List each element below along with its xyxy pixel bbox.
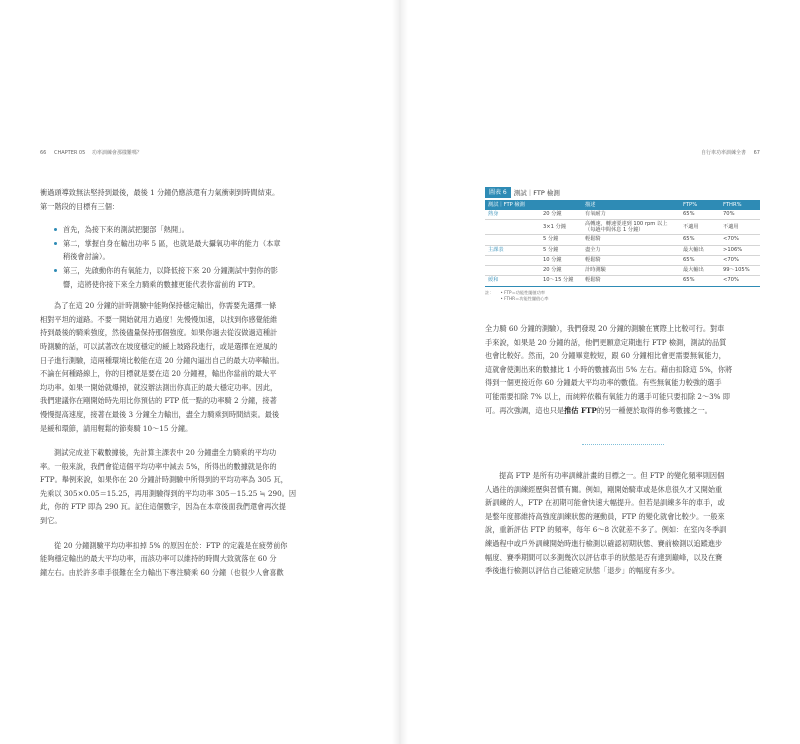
table-cell: 輕鬆騎 xyxy=(582,235,680,245)
left-paragraph-2 xyxy=(40,446,362,528)
table-row xyxy=(485,276,760,286)
table-cell: 99～105% xyxy=(720,266,760,276)
text-line: 均功率。如果一開始就爆掉，就沒辦法測出你真正的最大穩定功率。因此， xyxy=(40,382,278,392)
left-paragraph-1 xyxy=(40,299,362,435)
text-line: 我們建議你在剛開始時先用比你預估的 FTP 低一點的功率騎 2 分鐘，接著 xyxy=(40,396,277,406)
table-cell: 5 分鐘 xyxy=(540,245,582,255)
text-line: 得到一個更接近你 60 分鐘最大平均功率的數值。有些無氧能力較強的選手 xyxy=(485,378,722,388)
table-row-category xyxy=(485,235,540,245)
text-line: 慢慢提高速度，接著在最後 3 分鐘全力輸出，盡全力騎乘到時間結束。最後 xyxy=(40,409,280,419)
goal-bullet-item xyxy=(54,223,362,237)
left-paragraph-3 xyxy=(40,539,362,580)
text-line: 也會比較好。然而，20 分鐘畢竟較短，跟 60 分鐘相比會更需要無氧能力， xyxy=(485,351,726,361)
table-cell: 計時測驗 xyxy=(582,266,680,276)
text-line: 不論在何種路線上，你的目標就是要在這 20 分鐘裡，輸出你當前的最大平 xyxy=(40,369,277,379)
table-cell: 輕鬆騎 xyxy=(582,255,680,265)
table-cell: 有氧耐力 xyxy=(582,210,680,220)
text-line: 新訓練的人，FTP 在初期可能會快速大幅提升。但若是訓練多年的車手，或 xyxy=(485,498,725,508)
table-row-category: 熱身 xyxy=(485,210,540,220)
table-note: • FTHR＝功能性閾值心率 xyxy=(500,295,549,301)
text-line: 全力騎 60 分鐘的測驗），我們發現 20 分鐘的測驗在實際上比較可行。對車 xyxy=(485,324,725,333)
text-line: 第三，先啟動你的有氧能力，以降低接下來 20 分鐘測試中對你的影 xyxy=(63,265,278,275)
book-spine-shadow xyxy=(392,0,408,744)
goal-bullet-item xyxy=(54,237,362,264)
text-line: 為了在這 20 分鐘的計時測驗中能夠保持穩定輸出，你需要先選擇一條 xyxy=(54,301,277,311)
table-cell: >106% xyxy=(720,245,760,255)
text-line: 相對平坦的道路。不要一開始就用力過度！先慢慢加速，以找到你感覺能維 xyxy=(40,314,278,324)
table-caption: 測試｜FTP 檢測 xyxy=(513,189,560,197)
text-line: 是整年度都維持高強度訓練狀態的運動員，FTP 的變化就會比較少。一般來 xyxy=(485,511,725,521)
text-line: 人過往的訓練經歷與習慣有關。例如，剛開始騎車或是休息很久才又開始重 xyxy=(485,484,723,494)
table-cell: 65% xyxy=(680,210,720,220)
table-header-cell: FTHR% xyxy=(720,200,760,210)
text-line: 首先，為接下來的測試把腿部「熱開」。 xyxy=(63,225,189,235)
text-line: 測試完成並下載數據後，先計算主課表中 20 分鐘盡全力騎乘的平均功 xyxy=(54,448,277,458)
text-line: 提高 FTP 是所有功率訓練計畫的目標之一。但 FTP 的變化頻率則因個 xyxy=(499,471,725,480)
text-line: 此，你的 FTP 即為 290 瓦。記住這個數字，因為在本章後面我們還會再次提 xyxy=(40,502,286,512)
goal-bullet-list xyxy=(54,223,362,291)
table-cell: 65% xyxy=(680,276,720,286)
text-line: 到它。 xyxy=(40,516,62,526)
table-cell: 最大輸出 xyxy=(680,266,720,276)
text-line: 第二，掌握自身在輸出功率 5 區，也就是最大攝氧功率的能力（本章 xyxy=(63,238,281,248)
table-cell: 70% xyxy=(720,210,760,220)
text-line: 響，這將使你接下來全力騎乘的數據更能代表你當前的 FTP。 xyxy=(63,279,260,289)
left-running-header xyxy=(40,149,142,156)
table-row xyxy=(485,255,760,265)
table-cell: 不適用 xyxy=(680,220,720,235)
table-cell: <70% xyxy=(720,235,760,245)
table-header-cell: 測試｜FTP 檢測 xyxy=(485,200,540,210)
table-cell: 20 分鐘 xyxy=(540,266,582,276)
text-line: 時測驗的話，可以試著改在坡度穩定的緩上坡路段進行，或是選擇在逆風的 xyxy=(40,341,278,351)
left-intro xyxy=(40,186,362,213)
text-line: 從 20 分鐘測驗平均功率扣掉 5% 的原因在於：FTP 的定義是在疲勞前你 xyxy=(54,540,288,550)
ftp-test-table xyxy=(485,187,760,302)
text-line: 第一階段的目標有三個： xyxy=(40,201,120,211)
table-cell: 最大輸出 xyxy=(680,245,720,255)
table-cell: 65% xyxy=(680,255,720,265)
notes-list xyxy=(500,290,548,302)
table-header-row xyxy=(485,200,760,210)
notes-label: 註： xyxy=(485,289,494,295)
table-row-category xyxy=(485,266,540,276)
table-header-cell: FTP% xyxy=(680,200,720,210)
table-cell: 10～15 分鐘 xyxy=(540,276,582,286)
section-divider xyxy=(582,444,664,445)
right-running-header xyxy=(701,149,760,156)
text-line: 是緩和環節，請用輕鬆的節奏騎 10～15 分鐘。 xyxy=(40,423,193,433)
table-row xyxy=(485,210,760,220)
text-line: 練過程中或戶外訓練開始時進行檢測以確認初期狀態、賽前檢測以追蹤進步 xyxy=(485,538,723,548)
table-cell: <70% xyxy=(720,276,760,286)
table-row xyxy=(485,245,760,255)
table-cell: 10 分鐘 xyxy=(540,255,582,265)
text-line: 季後進行檢測以評估自己能確定狀態「退步」的幅度有多少。 xyxy=(485,566,680,576)
table-notes xyxy=(485,290,760,302)
table-row xyxy=(485,235,760,245)
table-cell: 高轉速，轉速要達到 100 rpm 以上（每趟中間休息 1 分鐘） xyxy=(582,220,680,235)
text-line: 幅度、賽季期間可以多測幾次以評估車手的狀態是否有達到巔峰，以及在賽 xyxy=(485,552,723,562)
goal-bullet-item xyxy=(54,264,362,291)
chapter-title: 功率訓練會那樣難嗎？ xyxy=(91,150,142,156)
table-row-category: 緩和 xyxy=(485,276,540,286)
table-badge: 圖表 6 xyxy=(485,187,511,198)
text-line: 稍後會討論）。 xyxy=(63,252,110,262)
right-page-number: 67 xyxy=(753,150,760,156)
left-page-number: 66 xyxy=(40,150,47,156)
right-paragraph-1 xyxy=(485,322,767,417)
text-line: 鐘左右。由於許多車手很難在全力輸出下專注騎乘 60 分鐘（也很少人會喜歡 xyxy=(40,567,284,577)
text-line: 衝過頭導致無法堅持到最後，最後 1 分鐘仍應該還有力氣衝刺到時間結束。 xyxy=(40,188,280,197)
text-line: 可能需要扣除 7% 以上，而純粹依賴有氧能力的選手可能只要扣除 2～3% 即 xyxy=(485,391,730,401)
table-cell: 5 分鐘 xyxy=(540,235,582,245)
text-line: 持到最後的騎乘強度，然後儘量保持那個強度。如果你過去從沒做過這種計 xyxy=(40,328,278,338)
table-cell: 盡全力 xyxy=(582,245,680,255)
text-line: 日子進行測驗，這兩種環境比較能在這 20 分鐘內逼出自己的最大功率輸出。 xyxy=(40,355,284,365)
left-body-text xyxy=(40,186,362,579)
table-title xyxy=(485,187,760,198)
emphasized-term: 推估 FTP xyxy=(564,405,597,415)
right-paragraph-2 xyxy=(485,469,767,578)
text-line: 能夠穩定輸出的最大平均功率，而該功率可以維持的時間大致就落在 60 分 xyxy=(40,554,277,564)
text-line: 先乘以 305×0.05＝15.25，再用測驗得到的平均功率 305－15.25 ≒ 290。因 xyxy=(40,488,297,498)
table-header-cell: 描述 xyxy=(582,200,680,210)
text-line: 率。一般來說，我們會從這個平均功率中減去 5%，所得出的數據就是你的 xyxy=(40,461,277,471)
ftp-table xyxy=(485,200,760,287)
table-cell: 不適用 xyxy=(720,220,760,235)
table-row xyxy=(485,220,760,235)
text-line: 這就會使測出來的數據比 1 小時的數據高出 5% 左右。藉由扣除這 5%，你將 xyxy=(485,364,733,374)
text-line: 說，重新評估 FTP 的頻率，每年 6～8 次就差不多了。例如：在室內冬季訓 xyxy=(485,525,727,535)
table-header-cell xyxy=(540,200,582,210)
table-row-category: 主課表 xyxy=(485,245,540,255)
table-row-category xyxy=(485,255,540,265)
table-body xyxy=(485,210,760,286)
table-cell: 3×1 分鐘 xyxy=(540,220,582,235)
table-row-category xyxy=(485,220,540,235)
table-cell: 65% xyxy=(680,235,720,245)
table-cell: 輕鬆騎 xyxy=(582,276,680,286)
text-line: FTP。舉例來說，如果你在 20 分鐘計時測驗中所得到的平均功率為 305 瓦， xyxy=(40,475,288,485)
table-row xyxy=(485,266,760,276)
book-title: 自行車功率訓練全書 xyxy=(701,150,747,156)
table-note: • FTP＝功能性閾值功率 xyxy=(500,289,546,295)
chapter-label: CHAPTER 05 xyxy=(53,150,86,156)
text-line: 可。再次強調，這也只是推估 FTP的另一種便於取得的參考數據之一。 xyxy=(485,405,712,415)
text-line: 手來說，如果是 20 分鐘的話，他們更願意定期進行 FTP 檢測，測試的品質 xyxy=(485,337,727,347)
table-cell: <70% xyxy=(720,255,760,265)
table-cell: 20 分鐘 xyxy=(540,210,582,220)
